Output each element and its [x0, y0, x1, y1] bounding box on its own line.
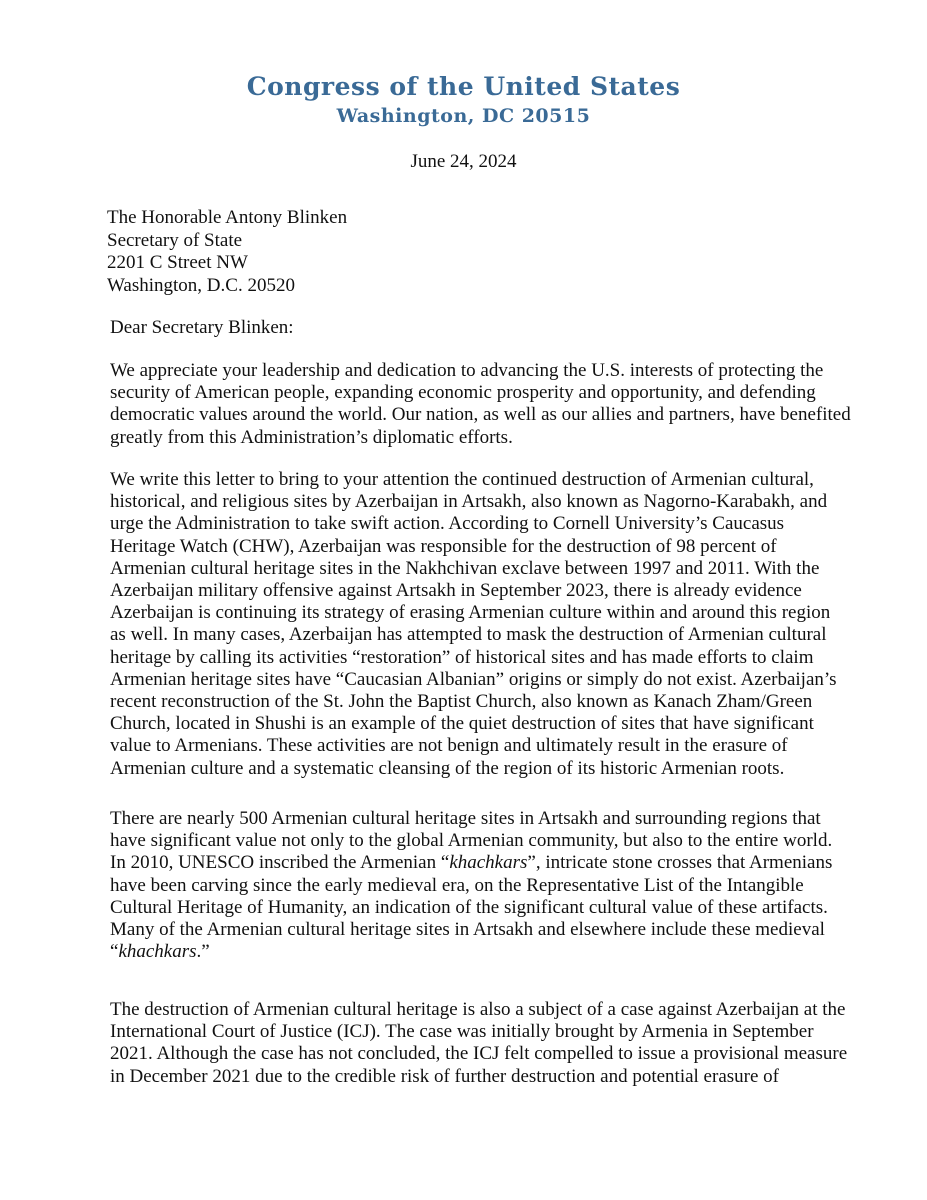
- paragraph-line: Cultural Heritage of Humanity, an indication of the significant cultural value of these artifacts.: [110, 896, 828, 918]
- text-run: .”: [196, 941, 210, 963]
- paragraph-line: have been carving since the early medieval era, on the Representative List of the Intangible: [110, 874, 804, 896]
- paragraph-line: We write this letter to bring to your attention the continued destruction of Armenian cultural,: [110, 469, 814, 490]
- address-line: Secretary of State: [107, 229, 243, 251]
- text-run: ”, intricate stone crosses that Armenians: [527, 852, 833, 874]
- italic-term-khachkars: khachkars: [118, 941, 197, 963]
- paragraph-line: The destruction of Armenian cultural heritage is also a subject of a case against Azerbaijan at the: [110, 999, 846, 1020]
- paragraph-line: in December 2021 due to the credible risk of further destruction and potential erasure of: [110, 1065, 779, 1087]
- address-line: Washington, D.C. 20520: [107, 274, 295, 296]
- paragraph-1: [110, 360, 850, 449]
- paragraph-line: There are nearly 500 Armenian cultural heritage sites in Artsakh and surrounding regions that: [110, 808, 821, 829]
- recipient-address: [107, 207, 347, 297]
- address-line: The Honorable Antony Blinken: [107, 207, 348, 228]
- paragraph-line: as well. In many cases, Azerbaijan has attempted to mask the destruction of Armenian cultural: [110, 624, 827, 646]
- paragraph-line: Heritage Watch (CHW), Azerbaijan was responsible for the destruction of 98 percent of: [110, 535, 777, 557]
- paragraph-line: value to Armenians. These activities are not benign and ultimately result in the erasure of: [110, 735, 788, 757]
- paragraph-line: have significant value not only to the global Armenian community, but also to the entire world.: [110, 830, 833, 852]
- paragraph-line: [110, 941, 850, 963]
- paragraph-line: Armenian culture and a systematic cleansing of the region of its historic Armenian roots.: [110, 757, 785, 779]
- salutation: Dear Secretary Blinken:: [110, 317, 294, 338]
- paragraph-line: recent reconstruction of the St. John the Baptist Church, also known as Kanach Zham/Green: [110, 691, 813, 713]
- paragraph-line: Azerbaijan military offensive against Artsakh in September 2023, there is already evidence: [110, 580, 802, 602]
- paragraph-line: International Court of Justice (ICJ). The case was initially brought by Armenia in September: [110, 1021, 814, 1043]
- text-run: In 2010, UNESCO inscribed the Armenian “: [110, 852, 450, 874]
- paragraph-line: Azerbaijan is continuing its strategy of erasing Armenian culture within and around this region: [110, 602, 831, 624]
- letter-date: June 24, 2024: [410, 151, 517, 172]
- paragraph-2: [110, 469, 850, 780]
- paragraph-line: Armenian heritage sites have “Caucasian Albanian” origins or simply do not exist. Azerbaijan’s: [110, 668, 837, 690]
- paragraph-line: [110, 852, 850, 874]
- paragraph-4: [110, 999, 850, 1088]
- paragraph-line: Armenian cultural heritage sites in the Nakhchivan exclave between 1997 and 2011. With the: [110, 557, 820, 579]
- paragraph-line: historical, and religious sites by Azerbaijan in Artsakh, also known as Nagorno-Karabakh, and: [110, 491, 828, 513]
- letterhead-subtitle: Washington, DC 20515: [336, 105, 591, 127]
- text-run: “: [110, 941, 119, 963]
- paragraph-line: heritage by calling its activities “restoration” of historical sites and has made efforts to claim: [110, 646, 814, 668]
- paragraph-line: 2021. Although the case has not concluded, the ICJ felt compelled to issue a provisional measure: [110, 1043, 848, 1065]
- paragraph-line: urge the Administration to take swift action. According to Cornell University’s Caucasus: [110, 513, 785, 535]
- address-line: 2201 C Street NW: [107, 252, 248, 273]
- italic-term-khachkars: khachkars: [449, 852, 528, 874]
- paragraph-line: Church, located in Shushi is an example of the quiet destruction of sites that have significant: [110, 713, 814, 735]
- paragraph-3: [110, 808, 850, 963]
- paragraph-line: Many of the Armenian cultural heritage sites in Artsakh and elsewhere include these medieval: [110, 919, 825, 941]
- paragraph-line: greatly from this Administration’s diplomatic efforts.: [110, 426, 513, 448]
- paragraph-line: We appreciate your leadership and dedication to advancing the U.S. interests of protecting the: [110, 360, 824, 381]
- paragraph-line: democratic values around the world. Our nation, as well as our allies and partners, have benefited: [110, 404, 851, 426]
- paragraph-line: security of American people, expanding economic prosperity and opportunity, and defending: [110, 382, 816, 404]
- letterhead-title: Congress of the United States: [246, 72, 681, 101]
